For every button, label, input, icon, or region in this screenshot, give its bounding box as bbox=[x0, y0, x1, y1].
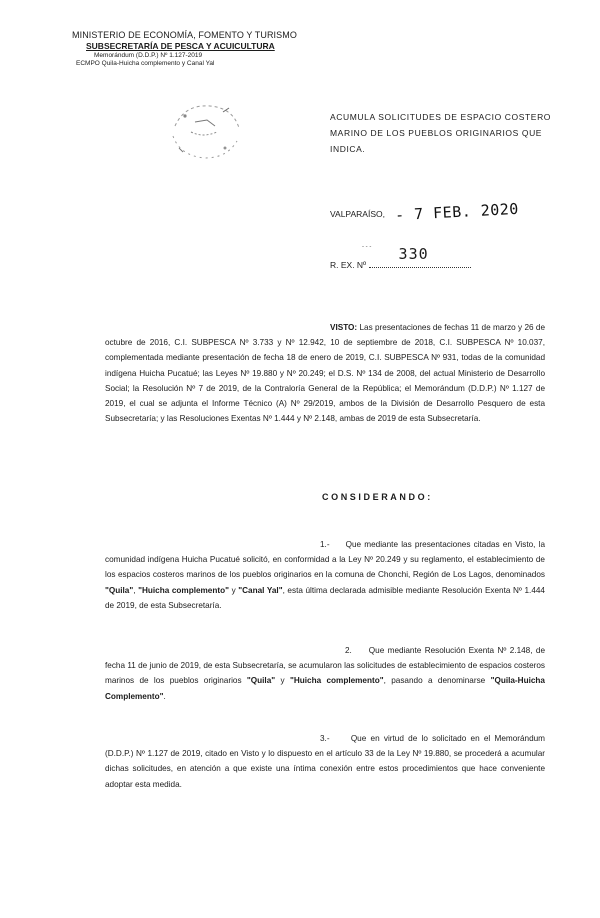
resolution-label: R. EX. Nº bbox=[330, 260, 367, 270]
stamp-marks: ‐ ‐ ‐ bbox=[362, 244, 372, 250]
place-date-line bbox=[330, 199, 520, 225]
date-stamp: - 7 FEB. 2020 bbox=[394, 199, 520, 225]
letterhead bbox=[72, 30, 312, 68]
visto-text: Las presentaciones de fechas 11 de marzo y 26 de octubre de 2016, C.I. SUBPESCA Nº 3.733 y Nº 12.942, 10 de septiembre de 2018, C.I. SUBPESCA Nº 10.037, complementada mediante presentación de fecha 18 de enero de 2019, C.I. SUBPESCA Nº 931, todas de la comunidad indígena Huicha Pucatué; las Leyes Nº 19.880 y Nº 20.249; el D.S. Nº 134 de 2008, del actual Ministerio de Desarrollo Social; la Resolución Nº 7 de 2019, de la Contraloría General de la República; el Memorándum (D.D.P.) Nº 1.127 de 2019, el cual se adjunta el Informe Técnico (A) Nº 29/2019, ambos de la División de Desarrollo Pesquero de esta Subsecretaría; y las Resoluciones Exentas Nº 1.444 y Nº 2.148, ambas de 2019 de esta Subsecretaría. bbox=[105, 323, 545, 424]
resolution-number-line bbox=[330, 245, 471, 270]
ecmpo-reference: ECMPO Quila-Huicha complemento y Canal Yal bbox=[76, 60, 215, 67]
item-3-number: 3.- bbox=[320, 734, 330, 743]
item-1-number: 1.- bbox=[320, 540, 330, 549]
visto-paragraph bbox=[105, 320, 545, 426]
ministry-name: MINISTERIO DE ECONOMÍA, FOMENTO Y TURISMO bbox=[72, 30, 297, 40]
considerando-heading: CONSIDERANDO: bbox=[322, 492, 433, 502]
considerando-item-2: 2. Que mediante Resolución Exenta Nº 2.148, de fecha 11 de junio de 2019, de esta Subsecretaría, se acumularon las solicitudes de establecimiento de espacios costeros marinos de los pueblos originarios "Quila" y "Huicha complemento", pasando a denominarse "Quila-Huicha Complemento". bbox=[105, 646, 545, 701]
item-2-number: 2. bbox=[345, 646, 352, 655]
visto-label: VISTO: bbox=[330, 323, 358, 332]
resolution-number-field bbox=[369, 245, 471, 268]
document-subject: ACUMULA SOLICITUDES DE ESPACIO COSTERO MARINO DE LOS PUEBLOS ORIGINARIOS QUE INDICA. bbox=[330, 112, 552, 154]
city-label: VALPARAÍSO, bbox=[330, 209, 385, 219]
resolution-number: 330 bbox=[398, 245, 429, 263]
considerando-item-1: 1.- Que mediante las presentaciones citadas en Visto, la comunidad indígena Huicha Pucatué solicitó, en conformidad a la Ley Nº 20.249 y su reglamento, el establecimiento de los espacios costeros marinos de los pueblos originarios en la comuna de Chonchi, Región de Los Lagos, denominados "Quila", "Huicha complemento" y "Canal Yal", esta última declarada admisible mediante Resolución Exenta Nº 1.444 de 2019, de esta Subsecretaría. bbox=[105, 540, 546, 610]
subsecretaria-name: SUBSECRETARÍA DE PESCA Y ACUICULTURA bbox=[86, 41, 275, 51]
faded-seal-stamp bbox=[155, 86, 255, 172]
considerando-item-3 bbox=[105, 731, 545, 792]
item-3-text: Que en virtud de lo solicitado en el Memorándum (D.D.P.) Nº 1.127 de 2019, citado en Visto y lo dispuesto en el artículo 33 de la Ley Nº 19.880, se procederá a acumular dichas solicitudes, en atención a que existe una íntima conexión entre estos procedimientos que hace conveniente adoptar esta medida. bbox=[105, 734, 546, 789]
memo-reference: Memorándum (D.D.P.) Nº 1.127-2019 bbox=[94, 52, 203, 59]
